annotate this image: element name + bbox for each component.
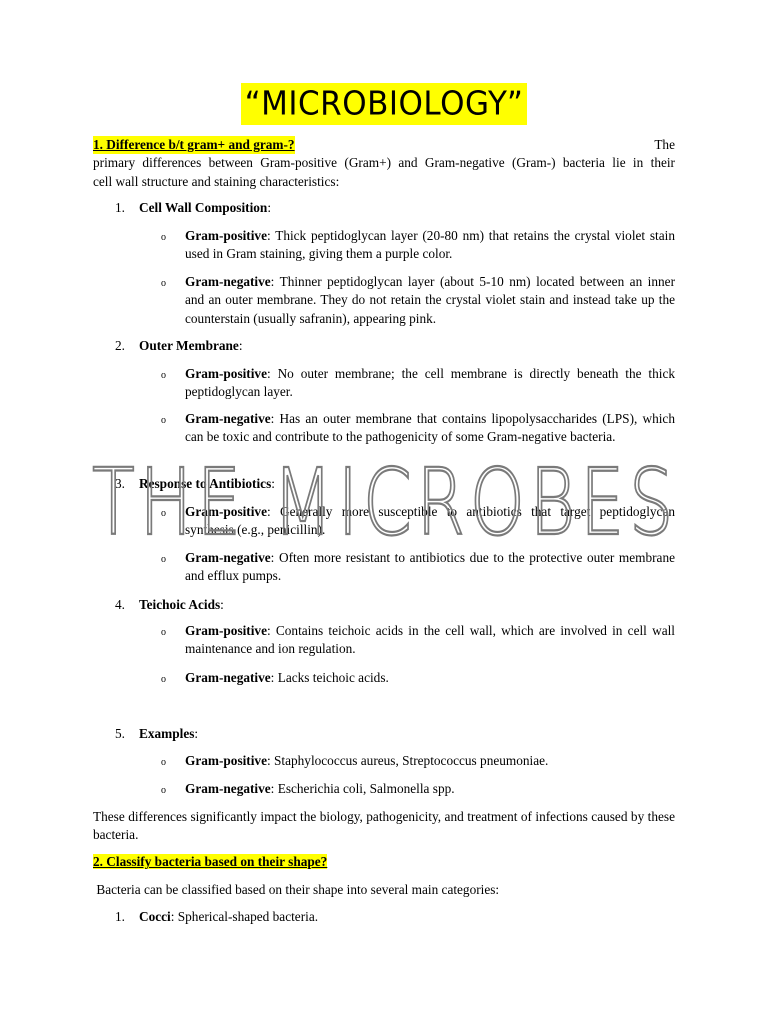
list-number: 1. bbox=[115, 909, 125, 924]
bullet-text bbox=[185, 780, 675, 798]
bullet-icon: o bbox=[161, 674, 166, 685]
list-item-label: Cocci bbox=[139, 909, 171, 924]
list-item-heading bbox=[139, 908, 318, 926]
gram-positive-label: Gram-positive bbox=[185, 228, 267, 243]
list-item-label: Teichoic Acids bbox=[139, 597, 221, 612]
gram-positive-label: Gram-positive bbox=[185, 753, 267, 768]
title-container bbox=[0, 84, 768, 124]
gram-positive-text: : Contains teichoic acids in the cell wall, which are involved in cell wall maintenance and ion regulation. bbox=[185, 623, 675, 657]
gram-positive-text: : Thick peptidoglycan layer (20-80 nm) that retains the crystal violet stain used in Gram staining, giving them a purple color. bbox=[185, 228, 675, 262]
gram-positive-label: Gram-positive bbox=[185, 504, 267, 519]
list-item-heading bbox=[139, 725, 198, 743]
list-item-suffix: : bbox=[220, 597, 224, 612]
section2-intro: Bacteria can be classified based on their shape into several main categories: bbox=[93, 882, 500, 897]
list-number: 5. bbox=[115, 726, 125, 741]
bullet-text bbox=[185, 622, 675, 659]
list-item-label: Examples bbox=[139, 726, 195, 741]
bullet-text bbox=[185, 273, 675, 328]
list-number: 4. bbox=[115, 597, 125, 612]
bullet-icon: o bbox=[161, 278, 166, 289]
list-item-heading bbox=[139, 475, 275, 493]
watermark-text: THE MICROBES bbox=[92, 452, 678, 542]
list-number: 2. bbox=[115, 338, 125, 353]
bullet-text bbox=[185, 752, 675, 770]
bullet-icon: o bbox=[161, 554, 166, 565]
bullet-icon: o bbox=[161, 627, 166, 638]
gram-positive-text: : Staphylococcus aureus, Streptococcus pneumoniae. bbox=[266, 753, 549, 768]
list-item-text: : Spherical-shaped bacteria. bbox=[170, 909, 319, 924]
list-item-label: Response to Antibiotics bbox=[139, 476, 272, 491]
section2-heading: 2. Classify bacteria based on their shape? bbox=[93, 854, 328, 869]
intro-first-word: The bbox=[654, 137, 675, 152]
list-item-suffix: : bbox=[267, 200, 272, 215]
gram-negative-label: Gram-negative bbox=[185, 274, 271, 289]
gram-negative-label: Gram-negative bbox=[185, 781, 271, 796]
bullet-icon: o bbox=[161, 232, 166, 243]
bullet-icon: o bbox=[161, 757, 166, 768]
intro-line2: primary differences between Gram-positive (Gram+) and Gram-negative (Gram-) bacteria lie in their bbox=[93, 155, 675, 171]
gram-negative-label: Gram-negative bbox=[185, 550, 271, 565]
gram-negative-text: : Thinner peptidoglycan layer (about 5-10 nm) located between an inner and an outer membrane. They do not retain the crystal violet stain and instead take up the counterstain (usually safranin), appearing pink. bbox=[185, 274, 675, 326]
gram-positive-label: Gram-positive bbox=[185, 366, 267, 381]
intro-line3: cell wall structure and staining characteristics: bbox=[93, 173, 340, 189]
gram-positive-text: : No outer membrane; the cell membrane is directly beneath the thick peptidoglycan layer. bbox=[185, 366, 675, 400]
gram-negative-text: : Escherichia coli, Salmonella spp. bbox=[270, 781, 455, 796]
gram-negative-label: Gram-negative bbox=[185, 670, 271, 685]
gram-negative-text: : Often more resistant to antibiotics due to the protective outer membrane and efflux pumps. bbox=[185, 550, 675, 584]
list-item-suffix: : bbox=[271, 476, 275, 491]
bullet-icon: o bbox=[161, 415, 166, 426]
list-item-heading bbox=[139, 199, 271, 217]
gram-negative-text: : Has an outer membrane that contains lipopolysaccharides (LPS), which can be toxic and contribute to the pathogenicity of some Gram-negative bacteria. bbox=[185, 411, 675, 445]
list-item-suffix: : bbox=[194, 726, 199, 741]
list-item-suffix: : bbox=[238, 338, 243, 353]
list-item-label: Cell Wall Composition bbox=[139, 200, 268, 215]
bullet-text bbox=[185, 365, 675, 402]
section1-intro bbox=[93, 136, 675, 191]
list-item-heading bbox=[139, 337, 243, 355]
list-item-label: Outer Membrane bbox=[139, 338, 239, 353]
list-item-heading bbox=[139, 596, 224, 614]
bullet-text bbox=[185, 549, 675, 586]
bullet-text bbox=[185, 227, 675, 264]
list-number: 3. bbox=[115, 476, 125, 491]
bullet-icon: o bbox=[161, 785, 166, 796]
section1-heading: 1. Difference b/t gram+ and gram-? bbox=[93, 136, 295, 154]
bullet-text bbox=[185, 669, 675, 687]
bullet-icon: o bbox=[161, 370, 166, 381]
bullet-icon: o bbox=[161, 508, 166, 519]
list-number: 1. bbox=[115, 200, 125, 215]
section1-conclusion: These differences significantly impact the biology, pathogenicity, and treatment of infections caused by these bacteria. bbox=[93, 809, 675, 843]
bullet-text bbox=[185, 503, 675, 540]
bullet-text bbox=[185, 410, 675, 447]
gram-negative-text: : Lacks teichoic acids. bbox=[270, 670, 389, 685]
gram-positive-label: Gram-positive bbox=[185, 623, 267, 638]
document-title: “MICROBIOLOGY” bbox=[241, 83, 528, 125]
gram-negative-label: Gram-negative bbox=[185, 411, 271, 426]
gram-positive-text: : Generally more susceptible to antibiotics that target peptidoglycan synthesis (e.g., penicillin). bbox=[185, 504, 675, 538]
section2-heading-row bbox=[93, 853, 675, 871]
